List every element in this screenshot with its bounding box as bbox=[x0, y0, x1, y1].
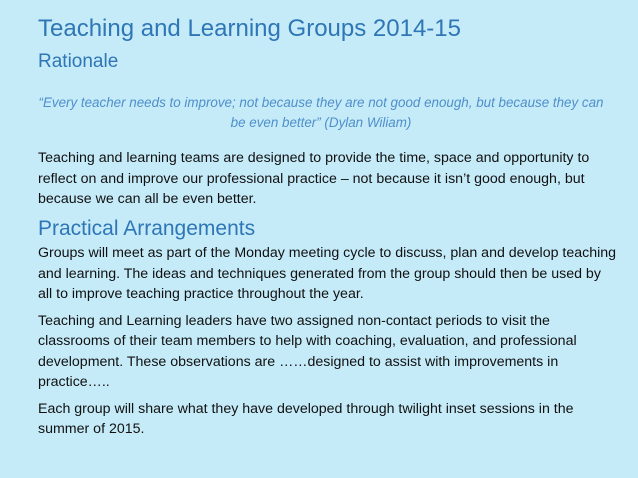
arrangements-paragraph: Each group will share what they have developed through twilight inset sessions in the summer of 2015. bbox=[38, 400, 574, 437]
arrangements-block bbox=[38, 243, 618, 446]
quote: “Every teacher needs to improve; not because they are not good enough, but because they can be even better” (Dylan Wiliam) bbox=[38, 95, 604, 130]
rationale-paragraph: Teaching and learning teams are designed to provide the time, space and opportunity to reflect on and improve our professional practice – not because it isn’t good enough, but because we can all be even better. bbox=[38, 150, 590, 207]
arrangements-paragraph: Groups will meet as part of the Monday meeting cycle to discuss, plan and develop teaching and learning. The ideas and techniques generated from the group should then be used by all to improve teaching practice throughout the year. bbox=[38, 245, 617, 302]
section-heading: Practical Arrangements bbox=[38, 217, 256, 240]
slide-subtitle: Rationale bbox=[38, 51, 119, 72]
arrangements-paragraph: Teaching and Learning leaders have two assigned non-contact periods to visit the classrooms of their team members to help with coaching, evaluation, and professional development. These observations are ……designed to assist with improvements in practice….. bbox=[38, 312, 577, 390]
slide-title: Teaching and Learning Groups 2014-15 bbox=[38, 15, 461, 42]
